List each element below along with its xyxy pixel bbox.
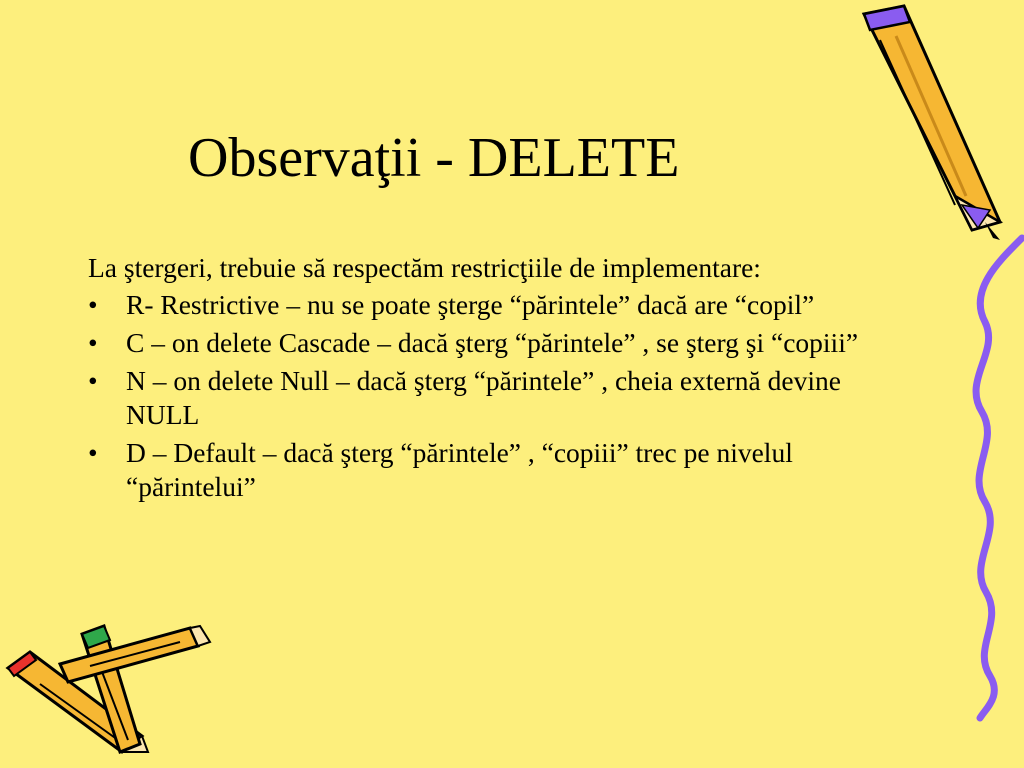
bullet-list — [88, 288, 918, 508]
bullet-icon: • — [88, 437, 98, 468]
bullet-text: D – Default – dacă şterg “părintele” , “copiii” trec pe nivelul “părintelui” — [126, 437, 793, 502]
list-item — [88, 436, 918, 504]
bullet-icon: • — [88, 289, 98, 320]
pencil-icon — [864, 6, 1000, 240]
list-item — [88, 326, 918, 360]
slide-title: Observaţii - DELETE — [188, 127, 680, 189]
bullet-text: R- Restrictive – nu se poate şterge “părintele” dacă are “copil” — [126, 289, 815, 320]
bullet-text: C – on delete Cascade – dacă şterg “părintele” , se şterg şi “copiii” — [126, 327, 859, 358]
bullet-text: N – on delete Null – dacă şterg “părintele” , cheia externă devine NULL — [126, 365, 841, 430]
list-item — [88, 288, 918, 322]
bullet-icon: • — [88, 365, 98, 396]
intro-text: La ştergeri, trebuie să respectăm restricţiile de implementare: — [88, 252, 761, 283]
crossed-pencils-icon — [8, 626, 210, 752]
bullet-icon: • — [88, 327, 98, 358]
squiggle-line — [976, 238, 1022, 718]
list-item — [88, 364, 918, 432]
